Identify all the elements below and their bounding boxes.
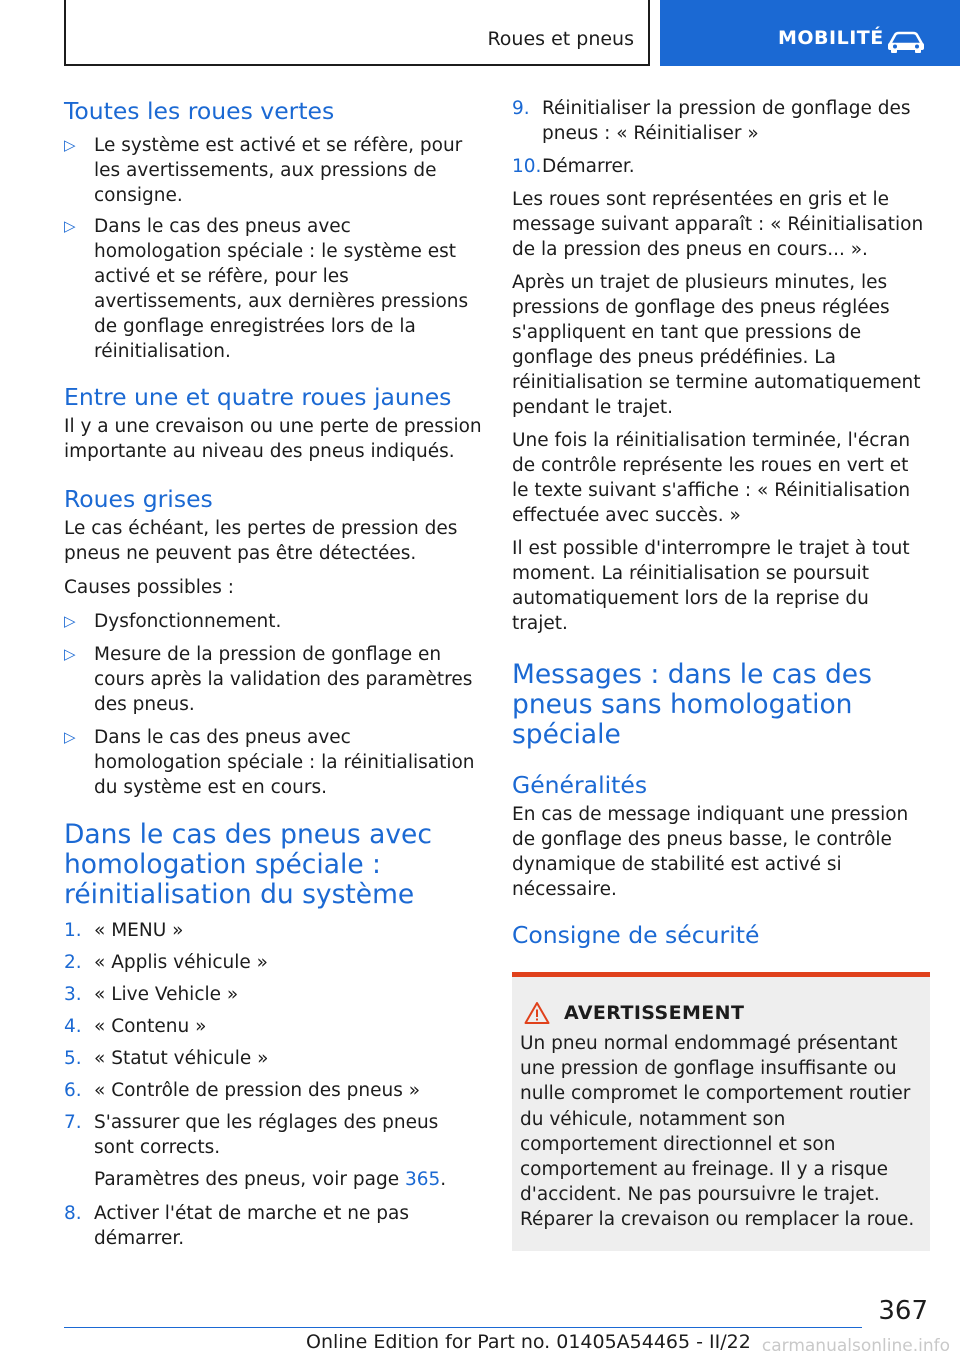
- causes-label: Causes possibles :: [64, 577, 235, 598]
- step7-note: Paramètres des pneus, voir page 365.: [94, 1169, 447, 1190]
- step-item: 3. « Live Vehicle »: [64, 984, 239, 1005]
- heading-yellow: Entre une et quatre roues jaunes: [64, 383, 452, 411]
- watermark: carmanualsonline.info: [761, 1336, 950, 1356]
- step-item: 5. « Statut véhicule »: [64, 1048, 269, 1069]
- step-item: 9. Réinitialiser la pression de gonflage des pneus : « Réinitialiser »: [512, 98, 911, 144]
- footer-edition: Online Edition for Part no. 01405A54465 - II/22: [306, 1331, 751, 1353]
- heading-reinit: Dans le cas des pneus avec homologation spéciale : réinitialisation du système: [64, 819, 432, 910]
- paragraph-yellow: Il y a une crevaison ou une perte de pression importante au niveau des pneus indiqués.: [64, 416, 482, 462]
- left-column: [64, 96, 482, 1251]
- list-item: ▷ Mesure de la pression de gonflage en cours après la validation des paramètres des pneus.: [64, 644, 473, 715]
- warning-title: AVERTISSEMENT: [564, 1002, 745, 1024]
- footer-divider: [64, 1327, 862, 1328]
- step-item: 4. « Contenu »: [64, 1016, 207, 1037]
- step-item: 8. Activer l'état de marche et ne pas démarrer.: [64, 1203, 409, 1249]
- right-column: [512, 96, 930, 1251]
- step-item: 1. « MENU »: [64, 920, 184, 941]
- heading-all-green: Toutes les roues vertes: [64, 97, 335, 125]
- step-item: 2. « Applis véhicule »: [64, 952, 268, 973]
- paragraph: Après un trajet de plusieurs minutes, les pressions de gonflage des pneus réglées s'appliquent en tant que pressions de gonflage des pneus prédéfinies. La réinitialisation se termine automatiquement pendant le trajet.: [512, 272, 921, 418]
- heading-safety: Consigne de sécurité: [512, 921, 760, 949]
- header-section-box: [64, 0, 650, 66]
- paragraph-general: En cas de message indiquant une pression de gonflage des pneus basse, le contrôle dynamique de stabilité est activé si nécessaire.: [512, 804, 909, 900]
- heading-general: Généralités: [512, 771, 648, 799]
- section-title: Roues et pneus: [487, 28, 634, 50]
- chapter-tab[interactable]: [660, 0, 960, 66]
- list-item: ▷ Dans le cas des pneus avec homologation spéciale : la réinitialisation du système est en cours.: [64, 727, 475, 798]
- bullet-triangle-icon: ▷: [64, 728, 76, 746]
- step-item: 10. Démarrer.: [512, 156, 635, 177]
- list-item: ▷ Dysfonctionnement.: [64, 611, 282, 632]
- steps-list: [64, 918, 482, 1160]
- bullet-triangle-icon: ▷: [64, 136, 76, 154]
- chapter-title: MOBILITÉ: [778, 27, 884, 49]
- list-item: ▷ Dans le cas des pneus avec homologation spéciale : le système est activé et se réfère, pour les avertissements, aux dernières pressions de gonflage enregistrées lors de la réinitialisation.: [64, 216, 469, 362]
- bullet-triangle-icon: ▷: [64, 645, 76, 663]
- bullet-triangle-icon: ▷: [64, 217, 76, 235]
- step-item: 7. S'assurer que les réglages des pneus sont corrects.: [64, 1112, 439, 1158]
- warning-text: Un pneu normal endommagé présentant une pression de gonflage insuffisante ou nulle compromet le comportement routier du véhicule, notamment son comportement directionnel et son comportement au freinage. Il y a risque d'accident. Ne pas poursuivre le trajet. Réparer la crevaison ou remplacer la roue.: [520, 1033, 915, 1231]
- warning-header: [520, 1001, 922, 1025]
- list-item: ▷ Le système est activé et se réfère, pour les avertissements, aux pressions de consigne.: [64, 135, 463, 206]
- car-icon: [886, 30, 926, 54]
- bullet-triangle-icon: ▷: [64, 612, 76, 630]
- warning-box: [512, 972, 930, 1251]
- step-item: 6. « Contrôle de pression des pneus »: [64, 1080, 421, 1101]
- paragraph: Les roues sont représentées en gris et le message suivant apparaît : « Réinitialisation de la pression des pneus en cours... ».: [512, 189, 924, 260]
- warning-triangle-icon: [524, 1001, 550, 1025]
- page-link[interactable]: 365: [404, 1169, 441, 1190]
- paragraph: Une fois la réinitialisation terminée, l'écran de contrôle représente les roues en vert et le texte suivant s'affiche : « Réinitialisation effectuée avec succès. »: [512, 430, 911, 526]
- page-number: 367: [878, 1296, 928, 1326]
- paragraph-grey: Le cas échéant, les pertes de pression des pneus ne peuvent pas être détectées.: [64, 518, 458, 564]
- heading-grey: Roues grises: [64, 485, 213, 513]
- paragraph: Il est possible d'interrompre le trajet à tout moment. La réinitialisation se poursuit automatiquement lors de la reprise du trajet.: [512, 538, 910, 634]
- heading-messages: Messages : dans le cas des pneus sans homologation spéciale: [512, 659, 872, 750]
